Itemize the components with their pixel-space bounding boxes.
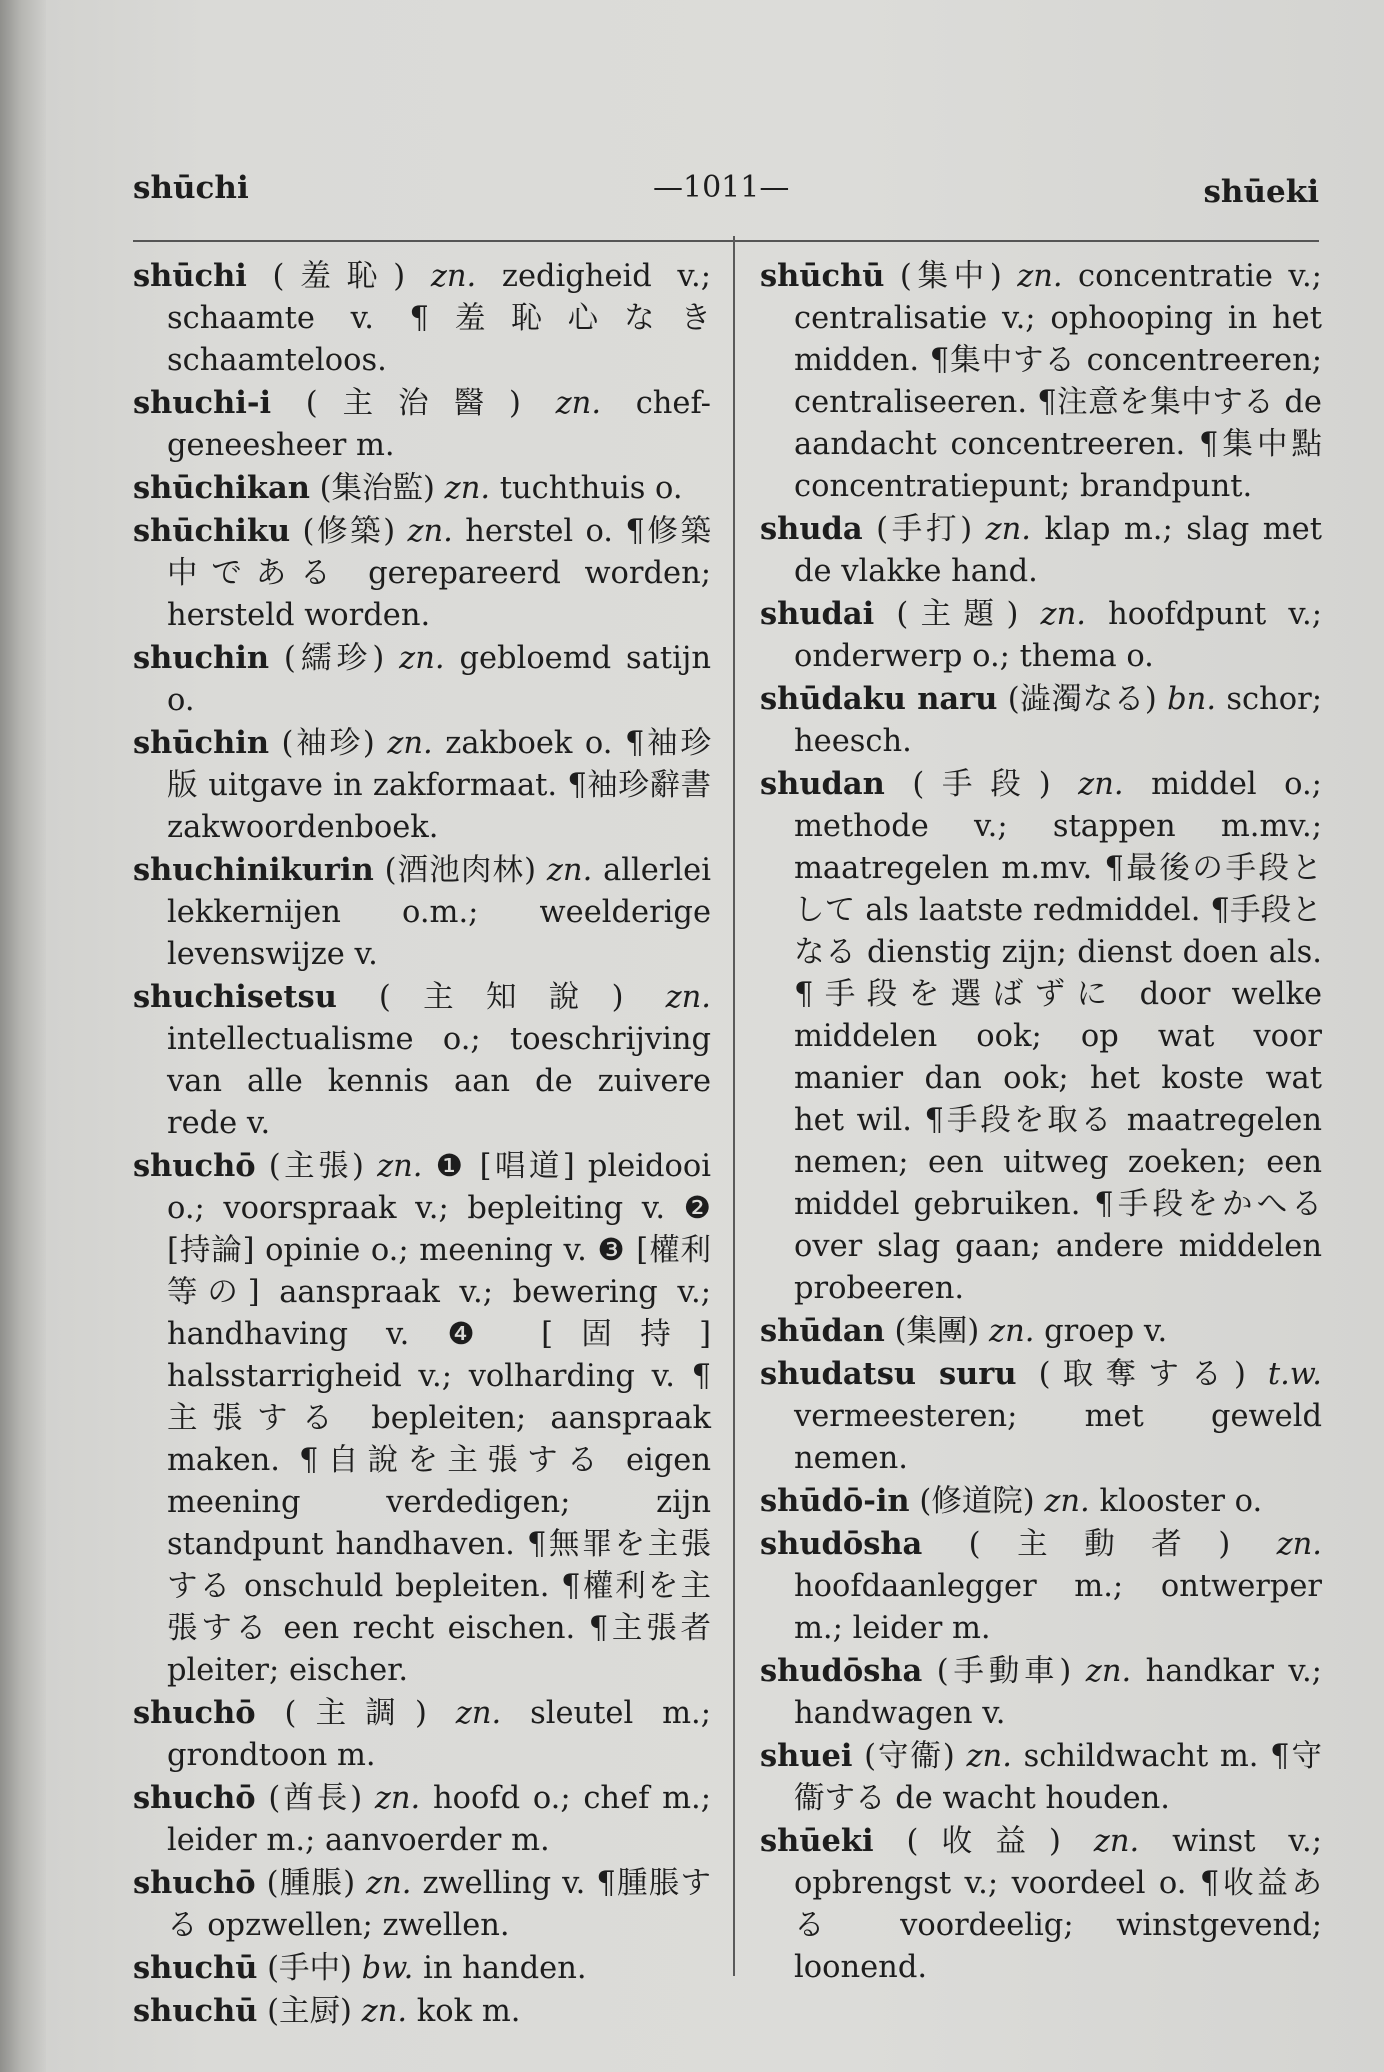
entry-kanji: (澁濁なる) [1007, 682, 1157, 717]
entry-definition: allerlei lekkernijen o.m.; weelderige levenswijze v. [167, 853, 711, 972]
entry-part-of-speech: zn. [361, 1994, 408, 2029]
entry-part-of-speech: zn. [1078, 767, 1124, 802]
left-column [133, 255, 711, 2033]
entry-headword: shuchō [133, 1148, 256, 1184]
entry-headword: shuchisetsu [133, 979, 337, 1015]
dictionary-entry [133, 255, 711, 382]
entry-part-of-speech: zn. [985, 512, 1032, 547]
entry-part-of-speech: zn. [1040, 597, 1086, 632]
dictionary-entry [760, 1820, 1322, 1989]
entry-headword: shuchō [133, 1780, 256, 1816]
dictionary-entry [760, 678, 1322, 763]
dictionary-entry [760, 1735, 1322, 1820]
entry-part-of-speech: bw. [361, 1951, 414, 1986]
dictionary-entry [760, 1650, 1322, 1735]
entry-definition: kok m. [416, 1994, 521, 2029]
entry-definition: herstel o. ¶修築中である gerepareerd worden; hersteld worden. [167, 514, 711, 633]
entry-definition: zwelling v. ¶腫脹する opzwellen; zwellen. [167, 1866, 711, 1943]
dictionary-entry [133, 382, 711, 467]
entry-kanji: (腫脹) [266, 1866, 356, 1901]
entry-headword: shuchin [133, 640, 270, 676]
entry-kanji: (酒池肉林) [384, 853, 537, 888]
entry-headword: shudōsha [760, 1653, 923, 1689]
entry-part-of-speech: zn. [1044, 1484, 1090, 1519]
entry-headword: shudai [760, 596, 875, 632]
entry-headword: shūdan [760, 1313, 885, 1349]
entry-kanji: (主動者) [968, 1527, 1231, 1562]
entry-kanji: (羞恥) [272, 259, 406, 294]
dictionary-entry [760, 1480, 1322, 1523]
dictionary-entry [133, 1777, 711, 1862]
entry-definition: zedigheid v.; schaamte v. ¶羞恥心なき schaamteloos. [167, 259, 712, 378]
entry-part-of-speech: zn. [1085, 1654, 1132, 1689]
column-divider [733, 236, 735, 1976]
entry-headword: shūchikan [133, 470, 310, 506]
entry-headword: shūchū [760, 258, 885, 294]
entry-headword: shūeki [760, 1823, 874, 1859]
entry-headword: shūchiku [133, 513, 291, 549]
entry-headword: shuchinikurin [133, 852, 374, 888]
entry-definition: sleutel m.; grondtoon m. [167, 1696, 712, 1773]
entry-part-of-speech: zn. [665, 980, 711, 1015]
dictionary-entry [133, 1990, 711, 2033]
entry-kanji: (手段) [912, 767, 1051, 802]
entry-part-of-speech: zn. [387, 726, 433, 761]
entry-kanji: (袖珍) [281, 726, 375, 761]
entry-headword: shudan [760, 766, 885, 802]
entry-part-of-speech: zn. [1017, 259, 1063, 294]
page-header [133, 170, 1319, 220]
entry-kanji: (手中) [267, 1951, 352, 1986]
entry-definition: chef-geneesheer m. [167, 386, 711, 463]
entry-kanji: (集中) [899, 259, 1002, 294]
entry-part-of-speech: zn. [374, 1781, 421, 1816]
entry-definition: hoofd o.; chef m.; leider m.; aanvoerder m. [167, 1781, 711, 1858]
entry-kanji: (集團) [894, 1314, 980, 1349]
dictionary-entry [760, 1310, 1322, 1353]
entry-definition: schor; heesch. [794, 682, 1322, 759]
entry-part-of-speech: zn. [444, 471, 491, 506]
dictionary-entry [760, 763, 1322, 1310]
entry-definition: intellectualisme o.; toeschrijving van alle kennis aan de zuivere rede v. [167, 1022, 711, 1141]
entry-definition: in handen. [423, 1951, 587, 1986]
entry-headword: shūdaku naru [760, 681, 998, 717]
entry-part-of-speech: zn. [546, 853, 593, 888]
entry-part-of-speech: zn. [407, 514, 453, 549]
entry-kanji: (取奪する) [1038, 1357, 1246, 1392]
dictionary-entry [760, 593, 1322, 678]
entry-part-of-speech: t.w. [1267, 1357, 1322, 1392]
book-spine-shadow [0, 0, 46, 2072]
entry-definition: ❶ [唱道] pleidooi o.; voorspraak v.; bepleiting v. ❷ [持論] opinie o.; meening v. ❸ [權利等の] aanspraak v.; bewering v.; handhaving v. ❹ [固持] halsstarrigheid v.; volharding v. ¶主張する bepleiten; aanspraak maken. ¶自說を主張する eigen meening verdedigen; zijn standpunt handhaven. ¶無罪を主張する onschuld bepleiten. ¶權利を主張する een recht eischen. ¶主張者 pleiter; eischer. [167, 1149, 711, 1688]
entry-headword: shuchi-i [133, 385, 272, 421]
entry-kanji: (主張) [268, 1149, 364, 1184]
dictionary-entry [760, 255, 1322, 508]
entry-definition: tuchthuis o. [499, 471, 683, 506]
dictionary-entry [760, 1353, 1322, 1480]
entry-kanji: (主知說) [378, 980, 624, 1015]
entry-kanji: (守衞) [864, 1739, 955, 1774]
entry-part-of-speech: zn. [377, 1149, 423, 1184]
entry-kanji: (繻珍) [283, 641, 385, 676]
entry-part-of-speech: zn. [989, 1314, 1035, 1349]
dictionary-entry [133, 1145, 711, 1692]
header-rule [133, 240, 1319, 242]
entry-definition: concentratie v.; centralisatie v.; ophooping in het midden. ¶集中する concentreeren; centraliseeren. ¶注意を集中する de aandacht concentreeren. ¶集中點 concentratiepunt; brandpunt. [794, 259, 1322, 504]
entry-definition: zakboek o. ¶袖珍版 uitgave in zakformaat. ¶袖珍辭書 zakwoordenboek. [167, 726, 711, 845]
entry-kanji: (主治醫) [305, 386, 521, 421]
entry-headword: shuei [760, 1738, 853, 1774]
entry-definition: vermeesteren; met geweld nemen. [794, 1399, 1322, 1476]
entry-headword: shūchin [133, 725, 270, 761]
entry-kanji: (主調) [284, 1696, 427, 1731]
dictionary-entry [760, 508, 1322, 593]
entry-headword: shuda [760, 511, 863, 547]
dictionary-entry [133, 1862, 711, 1947]
entry-part-of-speech: bn. [1167, 682, 1217, 717]
entry-part-of-speech: zn. [455, 1696, 502, 1731]
entry-headword: shuchū [133, 1993, 258, 2029]
dictionary-entry [133, 722, 711, 849]
entry-definition: middel o.; methode v.; stappen m.mv.; maatregelen m.mv. ¶最後の手段として als laatste redmiddel. ¶手段となる dienstig zijn; dienst doen als. ¶手段を選ばずに door welke middelen ook; op wat voor manier dan ook; het koste wat het wil. ¶手段を取る maatregelen nemen; een uitweg zoeken; een middel gebruiken. ¶手段をかへる over slag gaan; andere middelen probeeren. [794, 767, 1322, 1306]
right-column [760, 255, 1322, 1989]
dictionary-entry [133, 637, 711, 722]
entry-definition: klooster o. [1099, 1484, 1263, 1519]
header-right-guideword: shūeki [1203, 174, 1319, 210]
entry-kanji: (修築) [302, 514, 396, 549]
entry-definition: winst v.; opbrengst v.; voordeel o. ¶收益ある voordeelig; winstgevend; loonend. [794, 1824, 1322, 1985]
entry-definition: hoofdaanlegger m.; ontwerper m.; leider m. [794, 1569, 1322, 1646]
entry-part-of-speech: zn. [966, 1739, 1012, 1774]
page-number: —1011— [653, 170, 790, 205]
entry-kanji: (主厨) [267, 1994, 352, 2029]
entry-definition: schildwacht m. ¶守衞する de wacht houden. [794, 1739, 1323, 1816]
entry-part-of-speech: zn. [1093, 1824, 1140, 1859]
entry-headword: shudōsha [760, 1526, 923, 1562]
dictionary-entry [133, 849, 711, 976]
dictionary-entry [133, 1947, 711, 1990]
entry-kanji: (修道院) [919, 1484, 1035, 1519]
entry-part-of-speech: zn. [1276, 1527, 1322, 1562]
entry-kanji: (手動車) [936, 1654, 1072, 1689]
entry-headword: shuchō [133, 1695, 256, 1731]
entry-definition: handkar v.; handwagen v. [794, 1654, 1322, 1731]
entry-headword: shuchū [133, 1950, 258, 1986]
entry-definition: groep v. [1044, 1314, 1168, 1349]
dictionary-entry [133, 510, 711, 637]
dictionary-entry [133, 976, 711, 1145]
entry-part-of-speech: zn. [399, 641, 445, 676]
entry-kanji: (酋長) [268, 1781, 363, 1816]
entry-part-of-speech: zn. [555, 386, 602, 421]
dictionary-entry [133, 467, 711, 510]
entry-kanji: (集治監) [319, 471, 435, 506]
header-left-guideword: shūchi [133, 170, 249, 206]
entry-kanji: (主題) [896, 597, 1019, 632]
entry-headword: shūchi [133, 258, 247, 294]
entry-headword: shuchō [133, 1865, 256, 1901]
entry-definition: hoofdpunt v.; onderwerp o.; thema o. [794, 597, 1323, 674]
dictionary-entry [760, 1523, 1322, 1650]
dictionary-entry [133, 1692, 711, 1777]
entry-kanji: (手打) [876, 512, 973, 547]
entry-part-of-speech: zn. [366, 1866, 412, 1901]
entry-headword: shudatsu suru [760, 1356, 1017, 1392]
entry-kanji: (收益) [906, 1824, 1061, 1859]
entry-headword: shūdō-in [760, 1483, 910, 1519]
entry-definition: klap m.; slag met de vlakke hand. [794, 512, 1322, 589]
entry-definition: gebloemd satijn o. [167, 641, 712, 718]
entry-part-of-speech: zn. [430, 259, 477, 294]
